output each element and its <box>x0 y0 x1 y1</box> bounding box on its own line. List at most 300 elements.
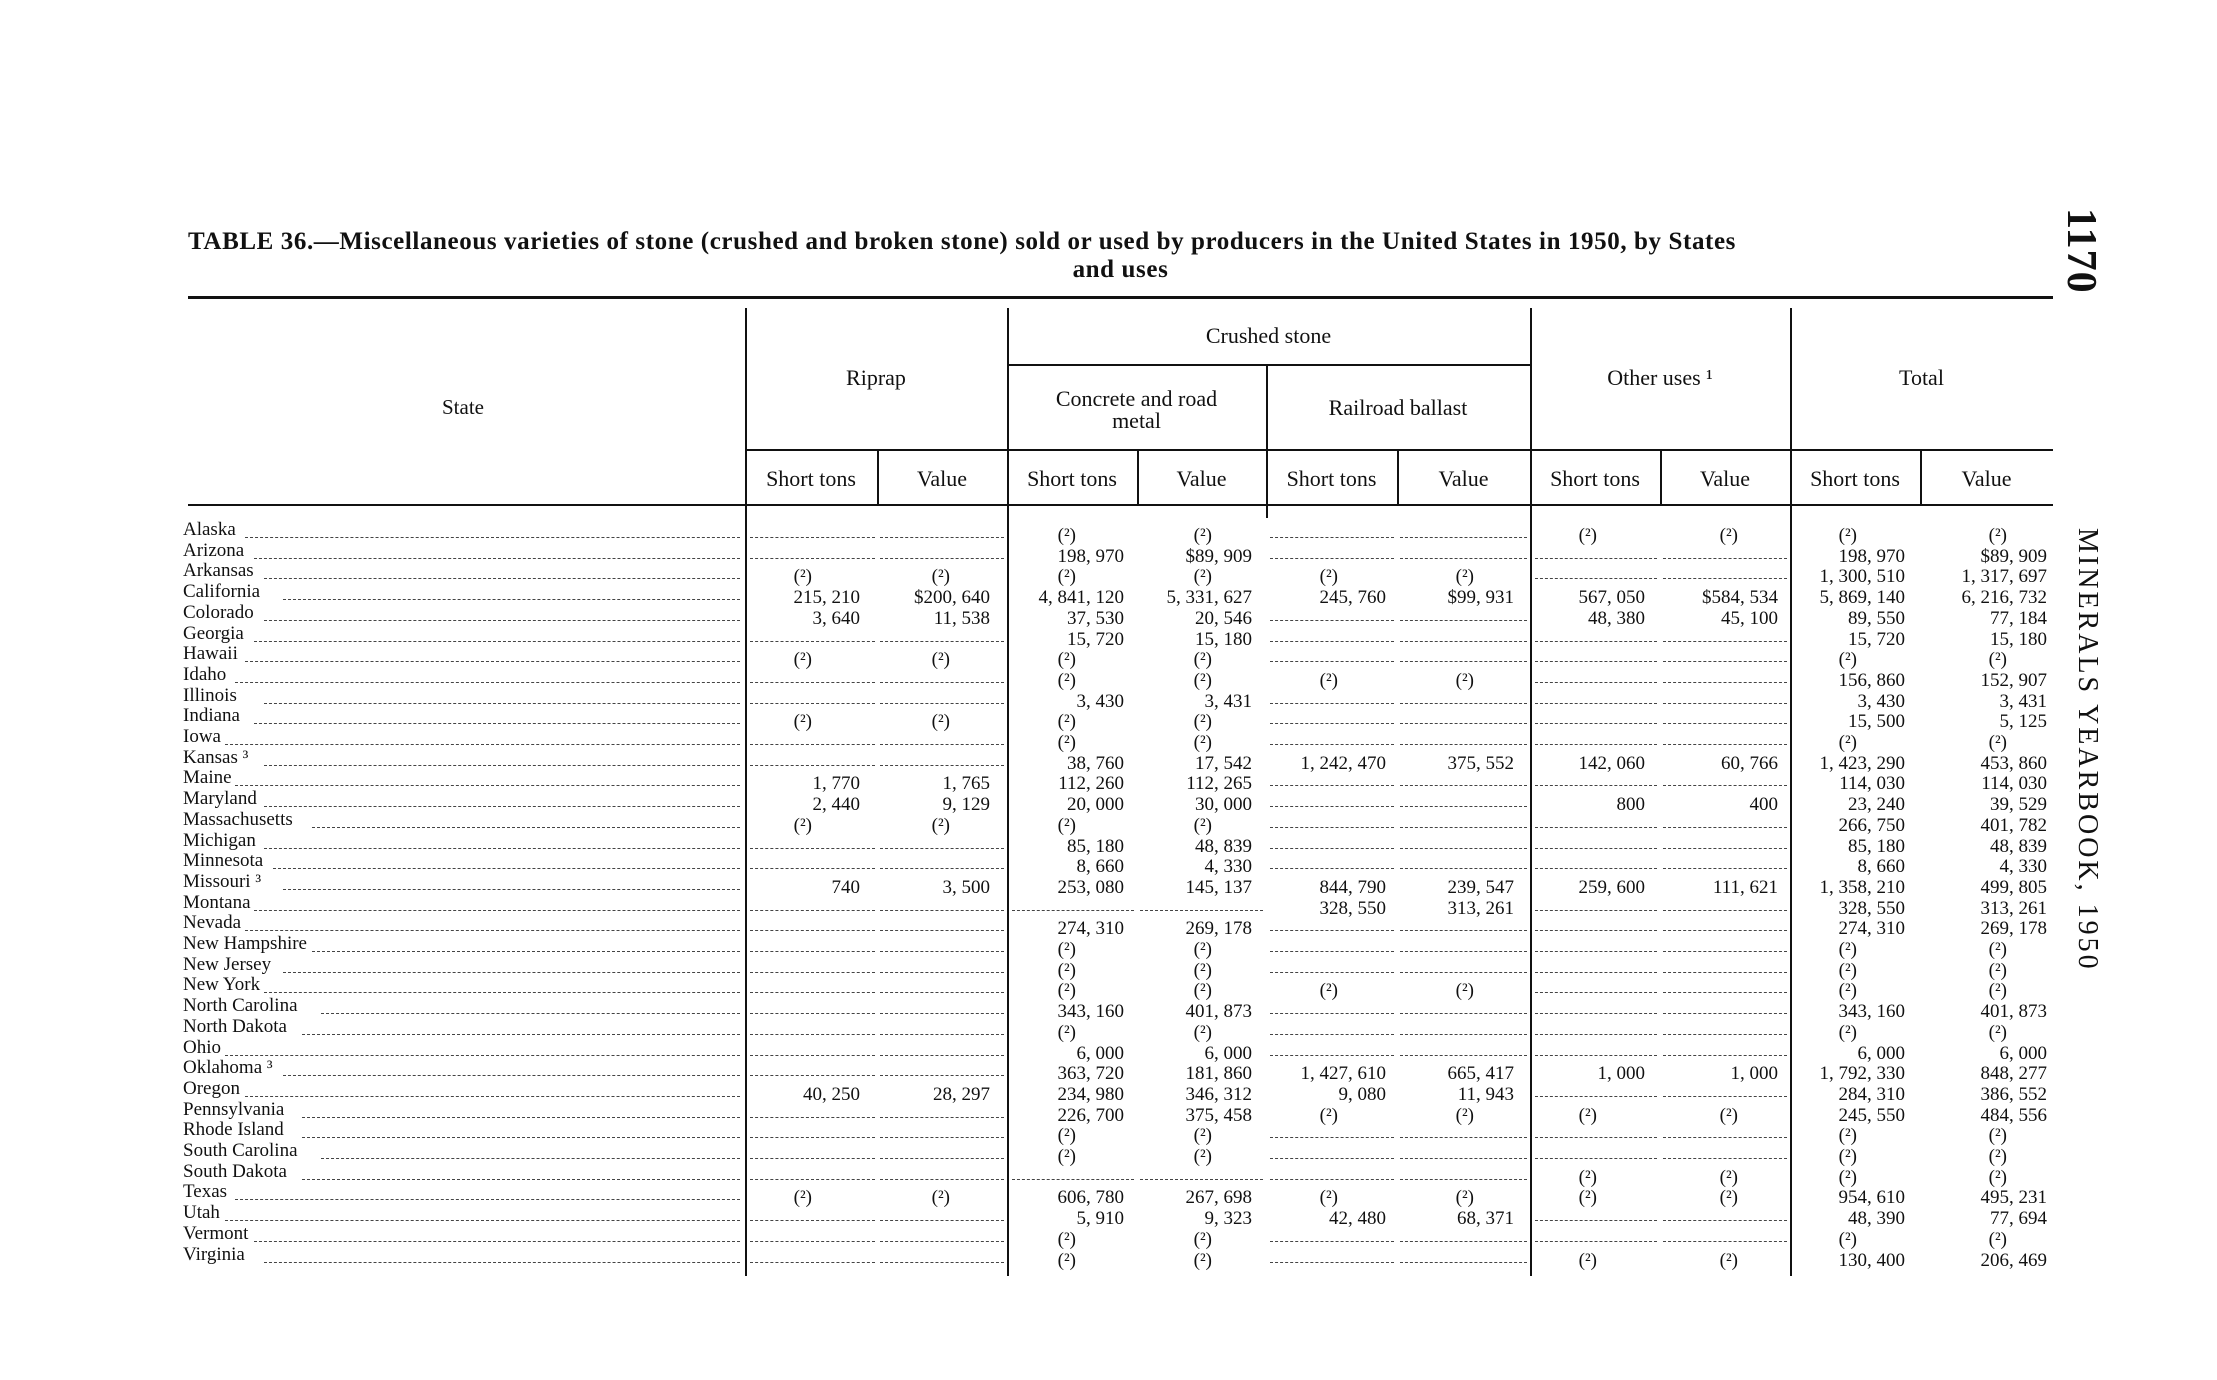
table-cell: 28, 297 <box>933 1083 990 1105</box>
empty-cell-leader <box>1535 1137 1657 1138</box>
table-cell: 156, 860 <box>1838 669 1905 691</box>
table-cell: (²) <box>1455 980 1474 1002</box>
table-cell: $99, 931 <box>1447 587 1514 609</box>
empty-cell-leader <box>750 1137 875 1138</box>
concrete-header <box>1007 388 1266 432</box>
concrete-header-line-2: metal <box>1112 408 1161 433</box>
state-name: South Carolina <box>183 1140 298 1161</box>
empty-cell-leader <box>750 868 875 869</box>
table-cell: (²) <box>1719 1187 1738 1209</box>
table-cell: 181, 860 <box>1185 1063 1252 1085</box>
empty-cell-leader <box>1140 910 1263 911</box>
concrete-header-line-1: Concrete and road <box>1055 386 1218 411</box>
table-cell: (²) <box>1057 732 1076 753</box>
table-cell: 6, 000 <box>1076 1042 1124 1064</box>
caption-line-1: TABLE 36.—Miscellaneous varieties of stone (crushed and broken stone) sold or used by producers in the United States in 1950, by States <box>188 228 1736 255</box>
empty-cell-leader <box>1535 1055 1657 1056</box>
table-cell: (²) <box>1719 525 1738 546</box>
table-cell: (²) <box>1838 939 1857 960</box>
empty-cell-leader <box>1012 1179 1134 1180</box>
leader-dots <box>302 1179 740 1180</box>
empty-cell-leader <box>1400 1013 1527 1014</box>
state-name: Arkansas <box>183 560 254 582</box>
leader-dots <box>264 992 740 993</box>
table-cell: (²) <box>931 814 950 836</box>
table-cell: (²) <box>1838 649 1857 671</box>
caption-line-2: and uses <box>1072 256 1169 283</box>
table-cell: (²) <box>793 566 812 588</box>
value-header: Value <box>1699 466 1751 491</box>
table-cell: 142, 060 <box>1578 752 1645 774</box>
empty-cell-leader <box>750 1034 875 1035</box>
empty-cell-leader <box>880 558 1004 559</box>
subheader-rule <box>745 449 2053 451</box>
table-cell: (²) <box>793 1187 812 1209</box>
table-cell: (²) <box>1455 566 1474 588</box>
table-cell: 328, 550 <box>1319 897 1386 919</box>
leader-dots <box>283 599 740 600</box>
running-head: MINERALS YEARBOOK, 1950 <box>2072 528 2103 972</box>
table-cell: 45, 100 <box>1721 607 1778 629</box>
empty-cell-leader <box>1663 827 1787 828</box>
value-header: Value <box>916 466 968 491</box>
table-cell: 9, 129 <box>942 794 990 816</box>
leader-dots <box>264 765 740 766</box>
table-cell: 401, 782 <box>1980 814 2047 836</box>
table-cell: (²) <box>1988 980 2007 1002</box>
empty-cell-leader <box>1535 951 1657 952</box>
state-name: Missouri ³ <box>183 870 262 892</box>
table-cell: 112, 265 <box>1186 773 1252 795</box>
table-cell: 3, 640 <box>812 607 860 629</box>
table-cell: (²) <box>1988 1021 2007 1043</box>
empty-cell-leader <box>1535 744 1657 745</box>
table-cell: 1, 770 <box>812 773 860 795</box>
table-cell: 484, 556 <box>1980 1104 2047 1126</box>
empty-cell-leader <box>1270 1241 1394 1242</box>
empty-cell-leader <box>880 910 1004 911</box>
table-cell: (²) <box>931 649 950 671</box>
table-cell: (²) <box>1193 1249 1212 1271</box>
table-cell: 130, 400 <box>1838 1249 1905 1271</box>
table-cell: (²) <box>1193 566 1212 588</box>
table-cell: 38, 760 <box>1067 752 1124 774</box>
table-cell: 740 <box>831 876 860 898</box>
leader-dots <box>312 827 740 828</box>
leader-dots <box>245 537 740 538</box>
short-tons-header: Short tons <box>1810 466 1900 491</box>
empty-cell-leader <box>880 703 1004 704</box>
empty-cell-leader <box>750 1220 875 1221</box>
leader-dots <box>264 848 740 849</box>
empty-cell-leader <box>1270 661 1394 662</box>
empty-cell-leader <box>1270 1158 1394 1159</box>
empty-cell-leader <box>1270 930 1394 931</box>
state-name: Ohio <box>183 1036 221 1058</box>
table-cell: (²) <box>1193 1125 1212 1147</box>
empty-cell-leader <box>1535 868 1657 869</box>
table-cell: (²) <box>931 1187 950 1209</box>
table-cell: 1, 792, 330 <box>1819 1063 1905 1085</box>
empty-cell-leader <box>1270 1262 1394 1263</box>
empty-cell-leader <box>1663 641 1787 642</box>
empty-cell-leader <box>880 1075 1004 1076</box>
leader-dots <box>235 682 740 683</box>
leader-dots <box>321 1158 740 1159</box>
table-cell: (²) <box>1193 1146 1212 1167</box>
state-name: Oklahoma ³ <box>183 1057 273 1079</box>
table-cell: (²) <box>1455 669 1474 691</box>
leader-dots <box>321 1013 740 1014</box>
empty-cell-leader <box>1270 744 1394 745</box>
table-cell: (²) <box>1719 1249 1738 1271</box>
table-cell: (²) <box>1988 1228 2007 1250</box>
state-name: Utah <box>183 1202 220 1224</box>
empty-cell-leader <box>750 1179 875 1180</box>
crushed-stone-header: Crushed stone <box>1205 323 1332 348</box>
empty-cell-leader <box>1535 1013 1657 1014</box>
empty-cell-leader <box>1400 1137 1527 1138</box>
table-cell: 77, 184 <box>1990 607 2047 629</box>
table-cell: 48, 839 <box>1195 835 1252 857</box>
empty-cell-leader <box>1535 578 1657 579</box>
table-cell: $200, 640 <box>914 587 990 609</box>
table-cell: $584, 534 <box>1702 587 1778 609</box>
table-cell: 15, 180 <box>1990 628 2047 650</box>
empty-cell-leader <box>1535 827 1657 828</box>
table-cell: 269, 178 <box>1185 918 1252 940</box>
leader-dots <box>302 1117 740 1118</box>
empty-cell-leader <box>750 682 875 683</box>
empty-cell-leader <box>1535 558 1657 559</box>
empty-cell-leader <box>1535 972 1657 973</box>
table-cell: 499, 805 <box>1980 876 2047 898</box>
empty-cell-leader <box>1270 848 1394 849</box>
state-name: Minnesota <box>183 850 264 872</box>
table-cell: 800 <box>1616 794 1645 816</box>
table-cell: 89, 550 <box>1848 607 1905 629</box>
state-name: Montana <box>183 891 251 913</box>
table-cell: 9, 080 <box>1338 1083 1386 1105</box>
table-cell: (²) <box>1193 980 1212 1002</box>
table-cell: (²) <box>1319 669 1338 691</box>
crushed-stone-underline <box>1007 364 1530 366</box>
empty-cell-leader <box>750 972 875 973</box>
table-cell: (²) <box>1057 669 1076 691</box>
table-cell: 1, 000 <box>1730 1063 1778 1085</box>
table-cell: 48, 839 <box>1990 835 2047 857</box>
empty-cell-leader <box>1270 1137 1394 1138</box>
page-number: 1170 <box>2058 208 2104 294</box>
table-cell: 266, 750 <box>1838 814 1905 836</box>
empty-cell-leader <box>1400 703 1527 704</box>
short-tons-header: Short tons <box>766 466 856 491</box>
table-cell: 3, 430 <box>1076 690 1124 712</box>
empty-cell-leader <box>1270 703 1394 704</box>
state-name: New Hampshire <box>183 933 307 954</box>
empty-cell-leader <box>1663 558 1787 559</box>
table-cell: 313, 261 <box>1447 897 1514 919</box>
table-cell: (²) <box>1057 1021 1076 1043</box>
table-cell: 401, 873 <box>1185 1001 1252 1023</box>
empty-cell-leader <box>1535 848 1657 849</box>
empty-cell-leader <box>1270 827 1394 828</box>
leader-dots <box>302 1137 740 1138</box>
empty-cell-leader <box>1400 972 1527 973</box>
table-cell: 274, 310 <box>1838 918 1905 940</box>
table-cell: 346, 312 <box>1185 1083 1252 1105</box>
table-cell: (²) <box>1057 939 1076 960</box>
table-cell: 226, 700 <box>1057 1104 1124 1126</box>
empty-cell-leader <box>1663 723 1787 724</box>
empty-cell-leader <box>880 1220 1004 1221</box>
table-cell: 5, 910 <box>1076 1208 1124 1230</box>
table-cell: 48, 390 <box>1848 1208 1905 1230</box>
empty-cell-leader <box>1270 1013 1394 1014</box>
table-cell: 1, 427, 610 <box>1300 1063 1386 1085</box>
empty-cell-leader <box>1535 785 1657 786</box>
total-header: Total <box>1899 365 1944 390</box>
top-rule <box>188 296 2053 299</box>
table-cell: 848, 277 <box>1980 1063 2047 1085</box>
empty-cell-leader <box>1400 1158 1527 1159</box>
table-cell: (²) <box>1838 1021 1857 1043</box>
empty-cell-leader <box>1400 661 1527 662</box>
table-cell: (²) <box>1838 1166 1857 1188</box>
empty-cell-leader <box>1400 930 1527 931</box>
railroad-header: Railroad ballast <box>1328 395 1468 420</box>
empty-cell-leader <box>880 930 1004 931</box>
table-cell: $89, 909 <box>1980 545 2047 567</box>
table-cell: $89, 909 <box>1185 545 1252 567</box>
table-cell: 15, 180 <box>1195 628 1252 650</box>
empty-cell-leader <box>1535 910 1657 911</box>
table-caption <box>188 228 2053 284</box>
empty-cell-leader <box>1535 682 1657 683</box>
table-cell: 6, 000 <box>1857 1042 1905 1064</box>
empty-cell-leader <box>1400 806 1527 807</box>
table-cell: (²) <box>1455 1187 1474 1209</box>
empty-cell-leader <box>1400 1241 1527 1242</box>
table-cell: 8, 660 <box>1857 856 1905 878</box>
table-cell: (²) <box>1578 1187 1597 1209</box>
empty-cell-leader <box>750 1075 875 1076</box>
leader-dots <box>245 661 740 662</box>
state-column-header: State <box>442 395 484 419</box>
table-cell: 1, 300, 510 <box>1819 566 1905 588</box>
table-cell: (²) <box>1057 1146 1076 1167</box>
empty-cell-leader <box>1663 578 1787 579</box>
table-cell: 313, 261 <box>1980 897 2047 919</box>
table-cell: 234, 980 <box>1057 1083 1124 1105</box>
empty-cell-leader <box>750 1055 875 1056</box>
empty-cell-leader <box>1535 1158 1657 1159</box>
table-cell: (²) <box>1838 959 1857 981</box>
empty-cell-leader <box>1663 1220 1787 1221</box>
table-cell: (²) <box>1319 566 1338 588</box>
table-cell: 198, 970 <box>1838 545 1905 567</box>
table-cell: (²) <box>1988 959 2007 981</box>
empty-cell-leader <box>1270 641 1394 642</box>
table-cell: 343, 160 <box>1838 1001 1905 1023</box>
value-header: Value <box>1438 466 1489 491</box>
table-cell: 39, 529 <box>1990 794 2047 816</box>
table-cell: 11, 538 <box>933 607 990 629</box>
table-cell: 328, 550 <box>1838 897 1905 919</box>
table-cell: 253, 080 <box>1057 876 1124 898</box>
empty-cell-leader <box>1663 785 1787 786</box>
empty-cell-leader <box>750 1013 875 1014</box>
table-cell: (²) <box>1719 1104 1738 1126</box>
state-name: Oregon <box>183 1077 240 1099</box>
table-cell: (²) <box>1057 814 1076 836</box>
table-cell: 30, 000 <box>1195 794 1252 816</box>
empty-cell-leader <box>1400 785 1527 786</box>
table-cell: 239, 547 <box>1447 876 1514 898</box>
state-name: Texas <box>183 1181 228 1203</box>
table-cell: 400 <box>1749 794 1778 816</box>
leader-dots <box>245 1096 740 1097</box>
table-cell: 112, 260 <box>1058 773 1124 795</box>
state-name: Georgia <box>183 622 244 644</box>
empty-cell-leader <box>1535 1220 1657 1221</box>
state-name: North Carolina <box>183 995 298 1017</box>
table-cell: 6, 216, 732 <box>1961 587 2047 609</box>
table-cell: (²) <box>1319 980 1338 1002</box>
empty-cell-leader <box>750 1158 875 1159</box>
state-name: Virginia <box>183 1243 245 1265</box>
table-cell: 375, 458 <box>1185 1104 1252 1126</box>
header-divider <box>1266 366 1268 518</box>
empty-cell-leader <box>1270 951 1394 952</box>
table-cell: 3, 431 <box>1999 690 2047 712</box>
empty-cell-leader <box>1663 930 1787 931</box>
table-cell: 114, 030 <box>1839 773 1905 795</box>
table-cell: (²) <box>1193 669 1212 691</box>
empty-cell-leader <box>1140 1179 1263 1180</box>
empty-cell-leader <box>1400 641 1527 642</box>
empty-cell-leader <box>1663 910 1787 911</box>
table-cell: 375, 552 <box>1447 752 1514 774</box>
table-cell: 1, 765 <box>942 773 990 795</box>
table-cell: 259, 600 <box>1578 876 1645 898</box>
leader-dots <box>264 703 740 704</box>
empty-cell-leader <box>750 930 875 931</box>
table-cell: 401, 873 <box>1980 1001 2047 1023</box>
empty-cell-leader <box>880 1055 1004 1056</box>
table-cell: (²) <box>1988 525 2007 546</box>
table-cell: 85, 180 <box>1848 835 1905 857</box>
table-cell: (²) <box>1578 1249 1597 1271</box>
table-cell: 206, 469 <box>1980 1249 2047 1271</box>
empty-cell-leader <box>1535 992 1657 993</box>
empty-cell-leader <box>1535 1096 1657 1097</box>
empty-cell-leader <box>1400 558 1527 559</box>
empty-cell-leader <box>1270 558 1394 559</box>
empty-cell-leader <box>1400 723 1527 724</box>
table-cell: 37, 530 <box>1067 607 1124 629</box>
table-cell: 1, 358, 210 <box>1819 876 1905 898</box>
empty-cell-leader <box>1400 744 1527 745</box>
empty-cell-leader <box>1270 1179 1394 1180</box>
table-cell: 77, 694 <box>1990 1208 2047 1230</box>
empty-cell-leader <box>1535 1241 1657 1242</box>
table-cell: 5, 125 <box>1999 711 2047 733</box>
table-cell: 111, 621 <box>1712 876 1778 898</box>
table-cell: (²) <box>1193 649 1212 671</box>
state-name: Kansas ³ <box>183 746 249 768</box>
empty-cell-leader <box>1270 972 1394 973</box>
empty-cell-leader <box>1663 848 1787 849</box>
empty-cell-leader <box>1400 848 1527 849</box>
table-cell: (²) <box>1057 525 1076 546</box>
table-cell: 5, 331, 627 <box>1166 587 1252 609</box>
table-cell: 269, 178 <box>1980 918 2047 940</box>
empty-cell-leader <box>750 910 875 911</box>
table-cell: 4, 841, 120 <box>1038 587 1124 609</box>
value-header: Value <box>1961 466 2012 491</box>
empty-cell-leader <box>1012 910 1134 911</box>
table-cell: (²) <box>1988 1125 2007 1147</box>
riprap-header: Riprap <box>846 365 906 390</box>
empty-cell-leader <box>1400 1055 1527 1056</box>
empty-cell-leader <box>1270 723 1394 724</box>
table-cell: 3, 431 <box>1204 690 1252 712</box>
leader-dots <box>312 951 740 952</box>
table-cell: (²) <box>931 711 950 733</box>
table-cell: 2, 440 <box>812 794 860 816</box>
table-cell: 8, 660 <box>1076 856 1124 878</box>
table-cell: (²) <box>1057 1228 1076 1250</box>
state-name: Nevada <box>183 912 242 934</box>
table-cell: 1, 423, 290 <box>1819 752 1905 774</box>
empty-cell-leader <box>750 765 875 766</box>
empty-cell-leader <box>1270 620 1394 621</box>
other-uses-header: Other uses ¹ <box>1607 365 1713 390</box>
table-cell: 114, 030 <box>1981 773 2047 795</box>
empty-cell-leader <box>880 641 1004 642</box>
empty-cell-leader <box>1270 537 1394 538</box>
empty-cell-leader <box>1535 723 1657 724</box>
table-row <box>0 1243 2217 1274</box>
state-name: California <box>183 581 261 603</box>
table-cell: (²) <box>1988 732 2007 753</box>
table-cell: 42, 480 <box>1329 1208 1386 1230</box>
empty-cell-leader <box>1535 661 1657 662</box>
table-cell: 68, 371 <box>1457 1208 1514 1230</box>
state-name: Idaho <box>183 663 227 685</box>
empty-cell-leader <box>880 1117 1004 1118</box>
empty-cell-leader <box>1663 682 1787 683</box>
leader-dots <box>264 578 740 579</box>
table-cell: 20, 546 <box>1195 607 1252 629</box>
empty-cell-leader <box>1270 785 1394 786</box>
empty-cell-leader <box>1400 868 1527 869</box>
state-name: Alaska <box>183 519 236 540</box>
table-cell: 284, 310 <box>1838 1083 1905 1105</box>
table-cell: 198, 970 <box>1057 545 1124 567</box>
table-cell: 4, 330 <box>1204 856 1252 878</box>
table-cell: (²) <box>1988 1166 2007 1188</box>
leader-dots <box>264 620 740 621</box>
empty-cell-leader <box>750 703 875 704</box>
state-name: New Jersey <box>183 953 272 975</box>
empty-cell-leader <box>1663 1096 1787 1097</box>
table-cell: (²) <box>1057 1249 1076 1271</box>
table-cell: (²) <box>1719 1166 1738 1188</box>
table-cell: (²) <box>1838 1125 1857 1147</box>
empty-cell-leader <box>750 1241 875 1242</box>
